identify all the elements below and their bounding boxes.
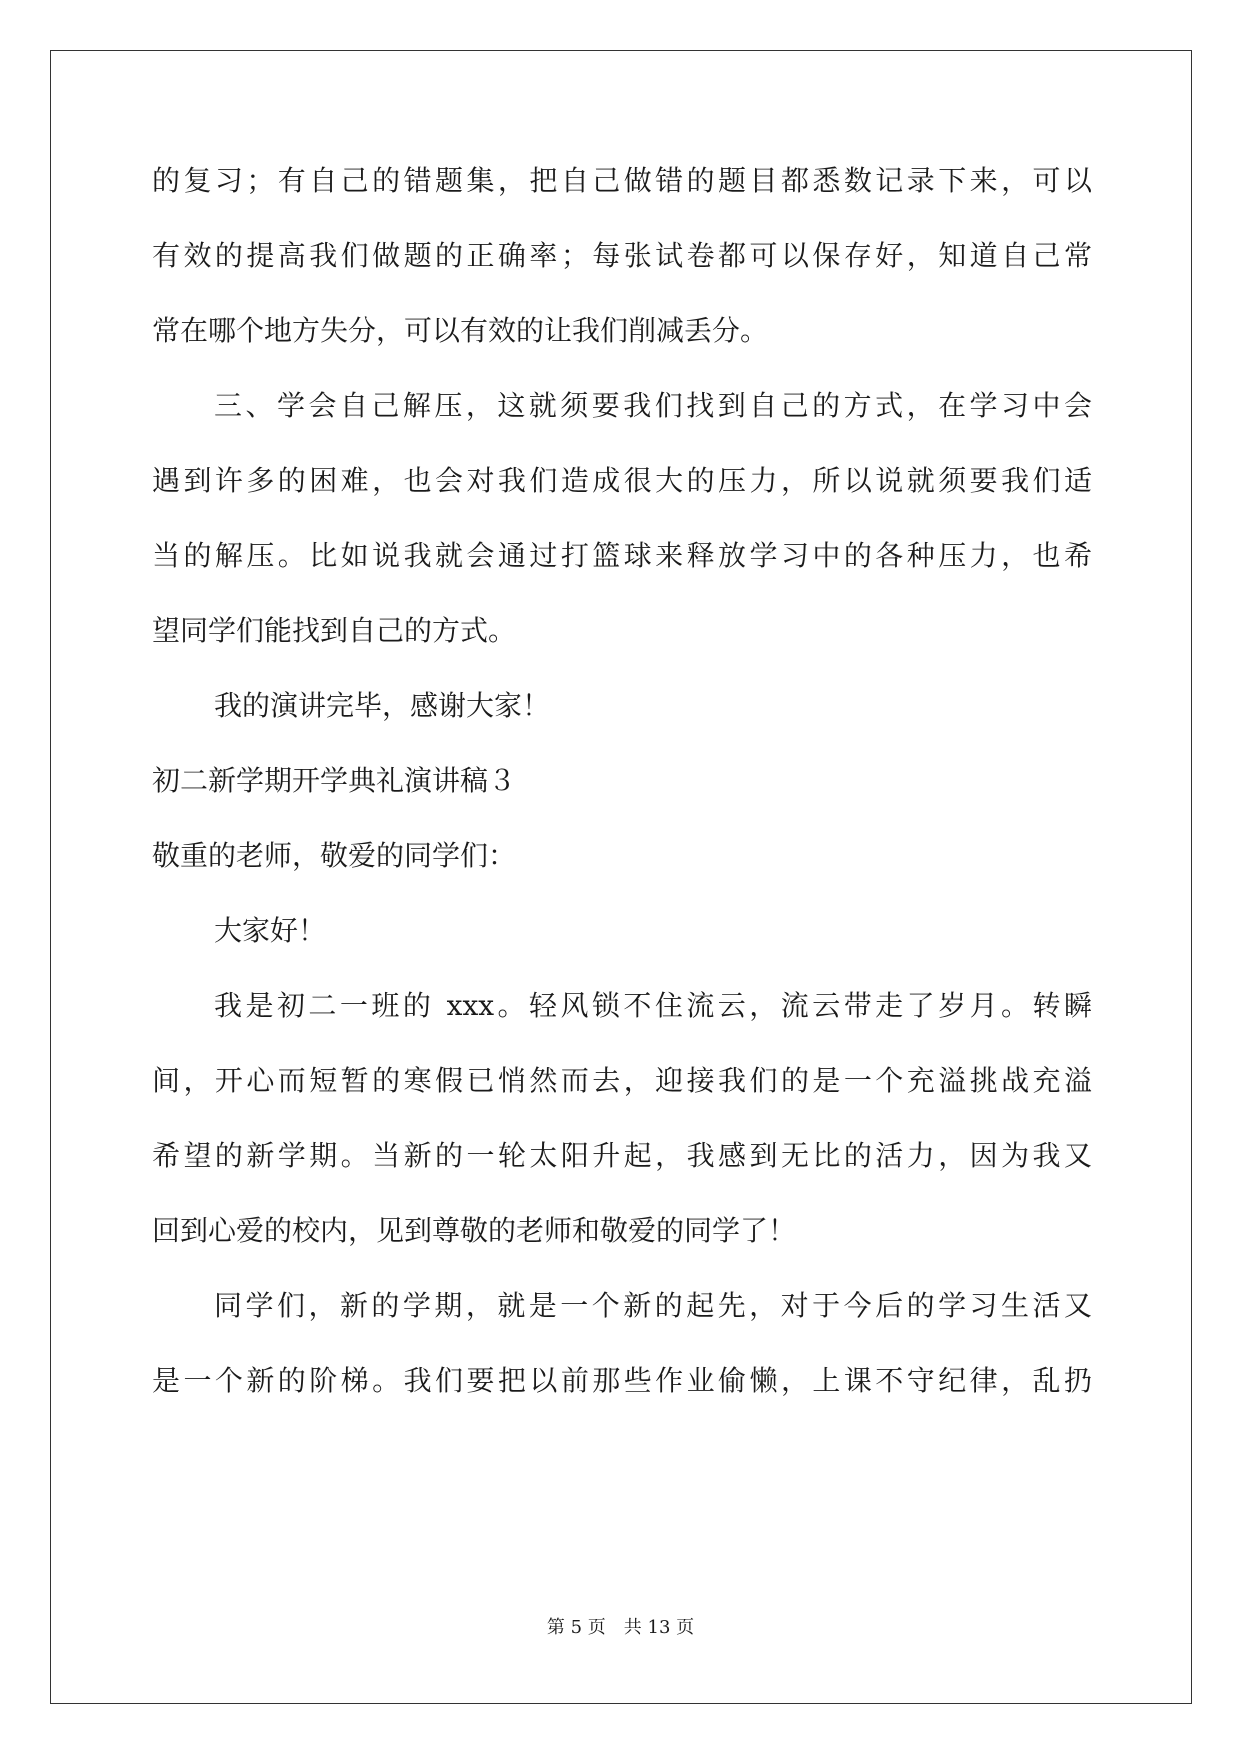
text-line: 的复习；有自己的错题集，把自己做错的题目都悉数记录下来，可以 bbox=[152, 164, 1092, 197]
text-line: 三、学会自己解压，这就须要我们找到自己的方式，在学习中会 bbox=[214, 389, 1092, 422]
page-footer bbox=[0, 1616, 1241, 1640]
text-line: 希望的新学期。当新的一轮太阳升起，我感到无比的活力，因为我又 bbox=[152, 1139, 1092, 1172]
text-line: 当的解压。比如说我就会通过打篮球来释放学习中的各种压力，也希 bbox=[152, 539, 1092, 572]
page-total: 共 13 页 bbox=[623, 1617, 695, 1638]
text-line: 常在哪个地方失分，可以有效的让我们削减丢分。 bbox=[152, 314, 769, 347]
text-line: 望同学们能找到自己的方式。 bbox=[152, 614, 517, 647]
text-line: 同学们，新的学期，就是一个新的起先，对于今后的学习生活又 bbox=[214, 1289, 1092, 1322]
page-number: 第 5 页 bbox=[546, 1617, 606, 1638]
text-line: 我是初二一班的 xxx。轻风锁不住流云，流云带走了岁月。转瞬 bbox=[214, 989, 1092, 1022]
page-border bbox=[50, 50, 1192, 1704]
text-line: 有效的提高我们做题的正确率；每张试卷都可以保存好，知道自己常 bbox=[152, 239, 1092, 272]
greeting: 大家好！ bbox=[214, 914, 327, 947]
text-line: 间，开心而短暂的寒假已悄然而去，迎接我们的是一个充溢挑战充溢 bbox=[152, 1064, 1092, 1097]
text-line: 遇到许多的困难，也会对我们造成很大的压力，所以说就须要我们适 bbox=[152, 464, 1092, 497]
section-heading: 初二新学期开学典礼演讲稿３ bbox=[152, 764, 517, 797]
text-line: 回到心爱的校内，见到尊敬的老师和敬爱的同学了！ bbox=[152, 1214, 797, 1247]
salutation: 敬重的老师，敬爱的同学们： bbox=[152, 839, 517, 872]
text-line: 是一个新的阶梯。我们要把以前那些作业偷懒，上课不守纪律，乱扔 bbox=[152, 1364, 1092, 1397]
text-line: 我的演讲完毕，感谢大家！ bbox=[214, 689, 551, 722]
